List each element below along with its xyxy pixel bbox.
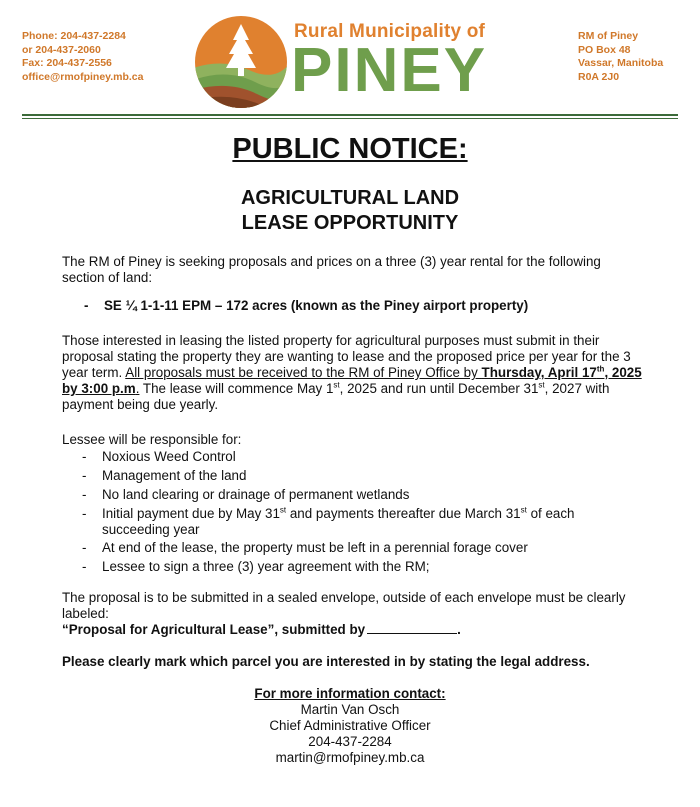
- list-item: [62, 540, 642, 559]
- page-title: PUBLIC NOTICE:: [232, 133, 468, 165]
- mark-parcel-notice: Please clearly mark which parcel you are interested in by stating the legal address.: [62, 654, 590, 669]
- list-dash: -: [82, 559, 87, 574]
- contact-info: [0, 686, 700, 766]
- envelope-label: [62, 622, 642, 638]
- submission-text: The proposal is to be submitted in a sealed envelope, outside of each envelope must be clearly labeled:: [62, 590, 626, 621]
- submitter-blank-line: [367, 633, 457, 634]
- piney-tree-logo-icon: [193, 14, 289, 110]
- deadline-period: .: [135, 381, 140, 396]
- subtitle-line: LEASE OPPORTUNITY: [241, 212, 459, 234]
- responsibilities-list: [62, 449, 642, 578]
- office-contact-block: [22, 30, 143, 84]
- deadline-time: , 2025 by 3:00 p.m: [62, 365, 642, 396]
- responsibilities-heading: Lessee will be responsible for:: [62, 432, 242, 447]
- contact-role: Chief Administrative Officer: [269, 718, 431, 733]
- list-item: [62, 449, 642, 468]
- office-phone: Phone: 204-437-2284: [22, 30, 126, 42]
- payment-text: of each succeeding year: [102, 506, 575, 537]
- list-dash: -: [82, 540, 87, 555]
- address-line: R0A 2J0: [578, 70, 620, 83]
- list-item-text: Management of the land: [102, 468, 247, 483]
- header-divider: [22, 118, 678, 119]
- ordinal-suffix: th: [596, 364, 605, 374]
- list-item-text: Lessee to sign a three (3) year agreement with the RM;: [102, 559, 430, 574]
- list-item-text: No land clearing or drainage of permanent wetlands: [102, 487, 410, 502]
- logo-name: PINEY: [291, 36, 488, 105]
- lease-term-text: The lease will commence May 1: [139, 381, 334, 396]
- list-item: [62, 468, 642, 487]
- office-email: office@rmofpiney.mb.ca: [22, 70, 144, 83]
- list-dash: -: [84, 298, 89, 313]
- contact-phone: 204-437-2284: [308, 734, 392, 749]
- list-item: [62, 506, 642, 540]
- notice-subtitle: [0, 186, 700, 236]
- ordinal-suffix: st: [333, 380, 340, 390]
- deadline-day: Thursday, April 17: [481, 365, 597, 380]
- label-period: .: [457, 622, 461, 637]
- address-line: PO Box 48: [578, 43, 631, 56]
- mailing-address-block: [578, 30, 663, 84]
- subtitle-line: AGRICULTURAL LAND: [240, 187, 460, 209]
- list-item: [62, 559, 642, 578]
- proposal-text: Those interested in leasing the listed property for agricultural purposes must submit in their proposal stating the property they are wanting to lease and the proposed price per year for the 3 year term.: [62, 333, 631, 380]
- list-dash: -: [82, 506, 87, 521]
- office-fax: Fax: 204-437-2556: [22, 57, 112, 70]
- submission-paragraph: [62, 590, 642, 638]
- payment-text: and payments thereafter due March 31: [286, 506, 521, 521]
- address-line: RM of Piney: [578, 30, 639, 42]
- letterhead: [0, 0, 700, 118]
- list-item: [62, 487, 642, 506]
- list-dash: -: [82, 449, 87, 464]
- contact-heading: For more information contact:: [254, 686, 446, 701]
- logo-subtitle: Rural Municipality of: [294, 21, 486, 42]
- lease-term-text: , 2027 with payment being due yearly.: [62, 381, 610, 412]
- list-item-text: Noxious Weed Control: [102, 449, 236, 464]
- address-line: Vassar, Manitoba: [578, 57, 664, 70]
- contact-email: martin@rmofpiney.mb.ca: [275, 750, 425, 765]
- header-divider: [22, 114, 678, 116]
- payment-text: Initial payment due by May 31: [102, 506, 280, 521]
- deadline-text: All proposals must be received to the RM of Piney Office by: [125, 365, 482, 380]
- ordinal-suffix: st: [538, 380, 545, 390]
- proposal-paragraph: [62, 333, 642, 413]
- ordinal-suffix: st: [279, 505, 287, 515]
- office-phone-alt: or 204-437-2060: [22, 43, 101, 56]
- parcel-description: SE ¼ 1-1-11 EPM – 172 acres (known as the Piney airport property): [104, 298, 529, 313]
- list-item-text: [102, 506, 622, 538]
- envelope-label-text: “Proposal for Agricultural Lease”, submitted by: [62, 622, 366, 637]
- list-dash: -: [82, 468, 87, 483]
- lease-term-text: , 2025 and run until December 31: [339, 381, 539, 396]
- contact-name: Martin Van Osch: [300, 702, 400, 717]
- list-dash: -: [82, 487, 87, 502]
- intro-paragraph: The RM of Piney is seeking proposals and prices on a three (3) year rental for the following section of land:: [62, 254, 601, 285]
- ordinal-suffix: st: [520, 505, 527, 515]
- list-item-text: At end of the lease, the property must be left in a perennial forage cover: [102, 540, 528, 555]
